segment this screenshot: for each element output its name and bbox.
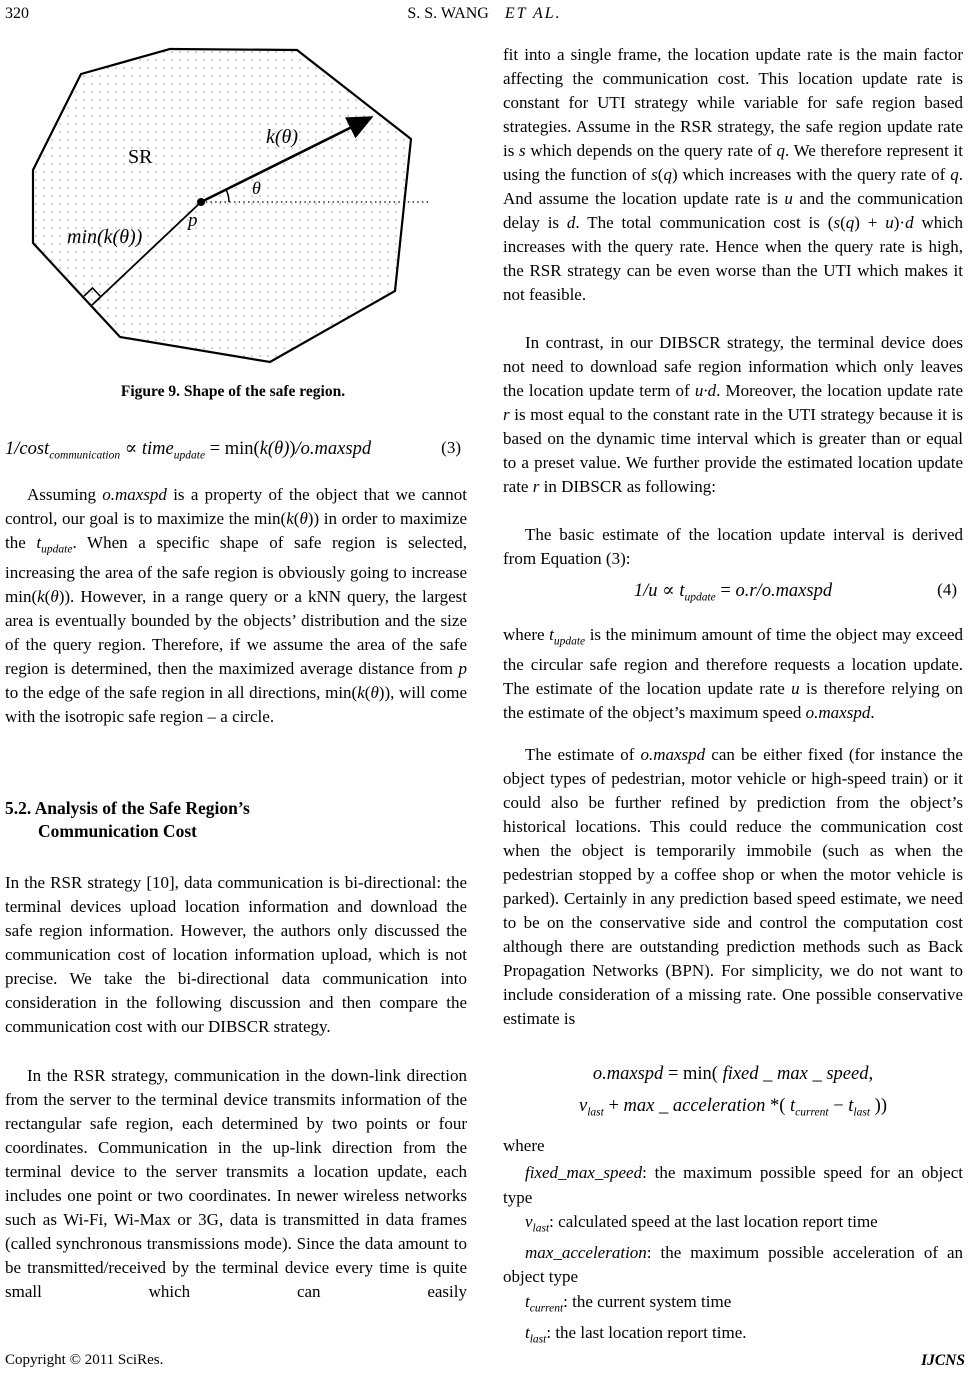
equation-3-body: 1/cost$_{communication}$ ∝ time$_{update}$ = min(k(θ))/o.maxspd <box>5 439 372 462</box>
section-heading-5-2 <box>5 797 467 843</box>
right-paragraph-5: The estimate of o.maxspd can be either fixed (for instance the object types of pedestrian, motor vehicle or high-speed train) or it could also be further refined by prediction from the object’s historical locations. This could reduce the communication cost when the object is temporarily immobile (such as when the pedestrian stopped by a coffee shop or when the motor vehicle is parked). Certainly in any prediction based speed estimate, we need to be on the conservative side and control the computation cost although there are outstanding prediction methods such as Back Propagation Networks (BPN). For simplicity, we do not want to include consideration of a missing rate. One possible conservative estimate is <box>503 745 963 1028</box>
running-head-authors: S. S. WANG <box>407 5 489 22</box>
theta-label: θ <box>252 178 261 198</box>
equation-4 <box>503 580 963 604</box>
definition-v-last: $v_{last}$: calculated speed at the last location report time <box>525 1212 878 1235</box>
point-p-dot <box>197 198 205 206</box>
left-paragraph-3: In the RSR strategy, communication in the down-link direction from the server to the terminal device transmits information of the rectangular safe region, each determined by two points or four coordinates. Communication in the up-link direction from the terminal device to the server transmits a location update, each includes one point or two coordinates. In newer wireless networks such as Wi-Fi, Wi-Max or 3G, data is transmitted in data frames (called synchronous transmissions mode). Since the data amount to be transmitted/received by the terminal device every time is quite small which can easily <box>5 1066 467 1301</box>
right-paragraph-3: The basic estimate of the location update interval is derived from Equation (3): <box>503 525 963 568</box>
footer-copyright: Copyright © 2011 SciRes. <box>5 1352 164 1368</box>
equation-4-number: (4) <box>937 580 957 599</box>
left-paragraph-2: In the RSR strategy [10], data communication is bi-directional: the terminal devices upload location information and download the safe region information. However, the authors only discussed the communication cost of location information upload, which is not precise. We take the bi-directional data communication into consideration in the following discussion and then compare the communication cost with our DIBSCR strategy. <box>5 873 467 1036</box>
right-paragraph-4: where $t_{update}$ is the minimum amount of time the object may exceed the circular safe region and therefore requests a location update. The estimate of the location update rate u is therefore relying on the estimate of the object’s maximum speed o.maxspd. <box>503 625 963 723</box>
definitions-list <box>503 1161 963 1352</box>
definition-fixed-max-speed: fixed_max_speed: the maximum possible speed for an object type <box>503 1163 963 1207</box>
safe-region-label: SR <box>128 146 153 168</box>
section-heading-line1: 5.2. Analysis of the Safe Region’s <box>5 798 250 818</box>
k-theta-label: k(θ) <box>266 126 299 148</box>
right-paragraph-2: In contrast, in our DIBSCR strategy, the terminal device does not need to download safe region information which only leaves the location update term of u·d. Moreover, the location update rate r is most equal to the constant rate in the UTI strategy because it is based on the dynamic time interval which is greater than or equal to a preset value. We further provide the estimated location update rate r in DIBSCR as following: <box>503 333 963 496</box>
definition-t-current: $t_{current}$: the current system time <box>525 1291 732 1315</box>
equation-4-body: $1/u \propto t_{update}$ = o.r/o.maxspd <box>633 581 833 604</box>
where-label: where <box>503 1136 545 1155</box>
figure-caption: Figure 9. Shape of the safe region. <box>120 383 346 400</box>
equation-3 <box>5 438 467 462</box>
equation-maxspd-line2: $v_{last} + \max$ _ acceleration *( $t_{current} - t_{last}$ )) <box>579 1096 887 1119</box>
min-k-theta-label: min(k(θ)) <box>67 226 143 248</box>
definition-t-last: $t_{last}$: the last location report time. <box>525 1322 747 1346</box>
equation-maxspd <box>503 1058 963 1129</box>
running-head-etal: ET AL. <box>504 5 562 22</box>
page-number: 320 <box>5 5 29 22</box>
section-heading-line2: Communication Cost <box>38 821 197 841</box>
definition-max-acceleration: max_acceleration: the maximum possible acceleration of an object type <box>503 1242 963 1287</box>
point-p-label: p <box>188 210 198 231</box>
left-paragraph-1: Assuming o.maxspd is a property of the object that we cannot control, our goal is to maximize the min(k(θ)) in order to maximize the $t_{update}$. When a specific shape of safe region is selected, increasing the area of the safe region is obviously going to increase min(k(θ)). However, in a range query or a kNN query, the largest area is eventually bounded by the objects’ distribution and the size of the query region. Therefore, if we assume the area of the safe region is determined, then the maximized average distance from p to the edge of the safe region in all directions, min(k(θ)), will come with the isotropic safe region – a circle. <box>5 485 468 727</box>
equation-maxspd-line1: o.maxspd = min( fixed _ max _ speed, <box>592 1064 874 1084</box>
safe-region-polygon <box>33 49 411 362</box>
right-paragraph-1: fit into a single frame, the location update rate is the main factor affecting the communication cost. This location update rate is constant for UTI strategy while variable for safe region based strategies. Assume in the RSR strategy, the safe region update rate is s which depends on the query rate of q. We therefore represent it using the function of s(q) which increases with the query rate of q. And assume the location update rate is u and the communication delay is d. The total communication cost is (s(q) + u)·d which increases with the query rate. Hence when the query rate is high, the RSR strategy can be even worse than the UTI which makes it not feasible. <box>503 45 964 304</box>
running-head <box>0 5 969 23</box>
footer-journal: IJCNS <box>921 1352 965 1369</box>
figure-9-safe-region-diagram <box>10 42 440 380</box>
equation-3-number: (3) <box>441 438 461 457</box>
